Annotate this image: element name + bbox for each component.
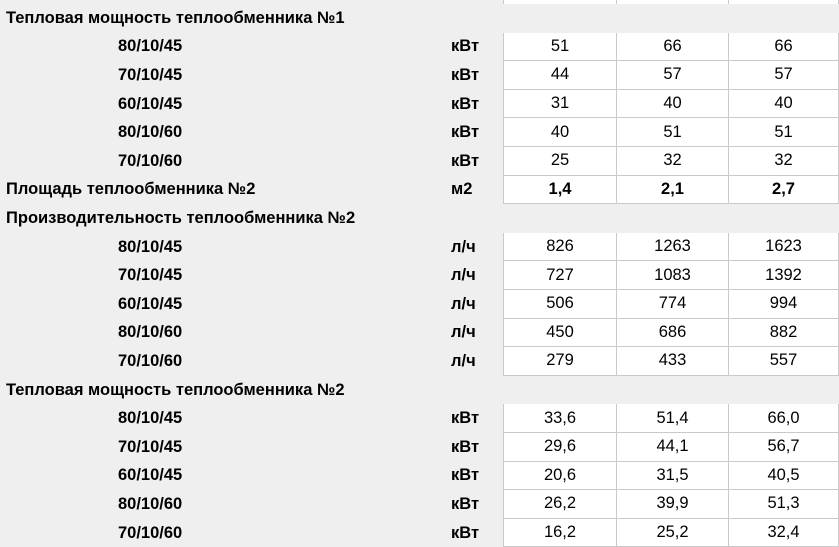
temperature-mode-label: 80/10/45	[118, 409, 183, 428]
table-row	[0, 490, 839, 519]
temperature-mode-label: 80/10/45	[118, 37, 183, 56]
section-title: Производительность теплообменника №2	[6, 208, 356, 227]
value-cell[interactable]: 26,2	[503, 490, 616, 519]
unit-label: кВт	[451, 94, 480, 113]
value-cell[interactable]: 1623	[728, 233, 839, 262]
value-cell[interactable]: 32	[616, 147, 728, 176]
temperature-mode-label: 60/10/45	[118, 466, 183, 485]
value-cell[interactable]: 66	[728, 33, 839, 62]
value-cell[interactable]: 40,5	[728, 462, 839, 491]
unit-label: кВт	[451, 494, 480, 513]
unit-label: л/ч	[451, 323, 476, 342]
unit-label: кВт	[451, 151, 480, 170]
table-row	[0, 61, 839, 90]
table-row	[0, 433, 839, 462]
value-cell[interactable]: 40	[616, 90, 728, 119]
value-cell[interactable]: 279	[503, 347, 616, 376]
section-title: Площадь теплообменника №2	[6, 180, 256, 199]
value-cell[interactable]: 450	[503, 319, 616, 348]
value-cell[interactable]: 51,4	[616, 404, 728, 433]
unit-label: л/ч	[451, 266, 476, 285]
temperature-mode-label: 70/10/45	[118, 65, 183, 84]
value-cell[interactable]: 25,2	[616, 519, 728, 547]
value-cell[interactable]: 2,1	[616, 176, 728, 205]
value-cell[interactable]: 31	[503, 90, 616, 119]
table-row	[0, 233, 839, 262]
temperature-mode-label: 80/10/60	[118, 323, 183, 342]
value-cell[interactable]: 56,7	[728, 433, 839, 462]
unit-label: кВт	[451, 37, 480, 56]
section-title: Тепловая мощность теплообменника №1	[6, 8, 345, 27]
temperature-mode-label: 70/10/60	[118, 151, 183, 170]
table-row	[0, 347, 839, 376]
unit-label: л/ч	[451, 237, 476, 256]
unit-label: кВт	[451, 123, 480, 142]
value-cell[interactable]: 2,7	[728, 176, 839, 205]
temperature-mode-label: 80/10/60	[118, 494, 183, 513]
value-cell[interactable]: 32	[728, 147, 839, 176]
section-header-row	[0, 376, 839, 405]
value-cell[interactable]: 66,0	[728, 404, 839, 433]
value-cell[interactable]: 51,3	[728, 490, 839, 519]
unit-label: л/ч	[451, 294, 476, 313]
value-cell[interactable]: 57	[616, 61, 728, 90]
value-cell[interactable]: 51	[616, 118, 728, 147]
table-row	[0, 118, 839, 147]
value-cell[interactable]: 29,6	[503, 433, 616, 462]
temperature-mode-label: 70/10/60	[118, 523, 183, 542]
value-cell[interactable]: 33,6	[503, 404, 616, 433]
value-cell[interactable]: 506	[503, 290, 616, 319]
temperature-mode-label: 70/10/60	[118, 351, 183, 370]
value-cell[interactable]: 433	[616, 347, 728, 376]
value-cell[interactable]: 1083	[616, 261, 728, 290]
table-row	[0, 33, 839, 62]
unit-label: кВт	[451, 409, 480, 428]
value-cell[interactable]: 25	[503, 147, 616, 176]
table-row	[0, 290, 839, 319]
value-cell[interactable]: 39,9	[616, 490, 728, 519]
value-cell[interactable]: 1392	[728, 261, 839, 290]
temperature-mode-label: 70/10/45	[118, 266, 183, 285]
value-cell[interactable]: 686	[616, 319, 728, 348]
value-cell[interactable]: 826	[503, 233, 616, 262]
value-cell[interactable]: 20,6	[503, 462, 616, 491]
value-cell[interactable]: 44,1	[616, 433, 728, 462]
unit-label: кВт	[451, 466, 480, 485]
value-cell[interactable]: 727	[503, 261, 616, 290]
value-cell[interactable]: 66	[616, 33, 728, 62]
section-header-row	[0, 204, 839, 233]
table-row	[0, 462, 839, 491]
unit-label: л/ч	[451, 351, 476, 370]
unit-label: кВт	[451, 65, 480, 84]
value-cell[interactable]: 40	[503, 118, 616, 147]
temperature-mode-label: 80/10/60	[118, 123, 183, 142]
temperature-mode-label: 60/10/45	[118, 294, 183, 313]
table-row	[0, 90, 839, 119]
value-cell[interactable]: 31,5	[616, 462, 728, 491]
temperature-mode-label: 60/10/45	[118, 94, 183, 113]
section-title: Тепловая мощность теплообменника №2	[6, 380, 345, 399]
value-cell[interactable]: 51	[728, 118, 839, 147]
value-cell[interactable]: 44	[503, 61, 616, 90]
section-header-row	[0, 176, 839, 205]
temperature-mode-label: 80/10/45	[118, 237, 183, 256]
value-cell[interactable]: 557	[728, 347, 839, 376]
unit-label: кВт	[451, 523, 480, 542]
unit-label: кВт	[451, 437, 480, 456]
value-cell[interactable]: 16,2	[503, 519, 616, 547]
table-row	[0, 404, 839, 433]
value-cell[interactable]: 32,4	[728, 519, 839, 547]
value-cell[interactable]: 994	[728, 290, 839, 319]
value-cell[interactable]: 1,4	[503, 176, 616, 205]
section-header-row	[0, 4, 839, 33]
unit-label: м2	[451, 180, 473, 199]
table-row	[0, 319, 839, 348]
temperature-mode-label: 70/10/45	[118, 437, 183, 456]
value-cell[interactable]: 1263	[616, 233, 728, 262]
value-cell[interactable]: 882	[728, 319, 839, 348]
table-row	[0, 261, 839, 290]
value-cell[interactable]: 57	[728, 61, 839, 90]
value-cell[interactable]: 774	[616, 290, 728, 319]
value-cell[interactable]: 51	[503, 33, 616, 62]
table-row	[0, 147, 839, 176]
value-cell[interactable]: 40	[728, 90, 839, 119]
table-row	[0, 519, 839, 547]
